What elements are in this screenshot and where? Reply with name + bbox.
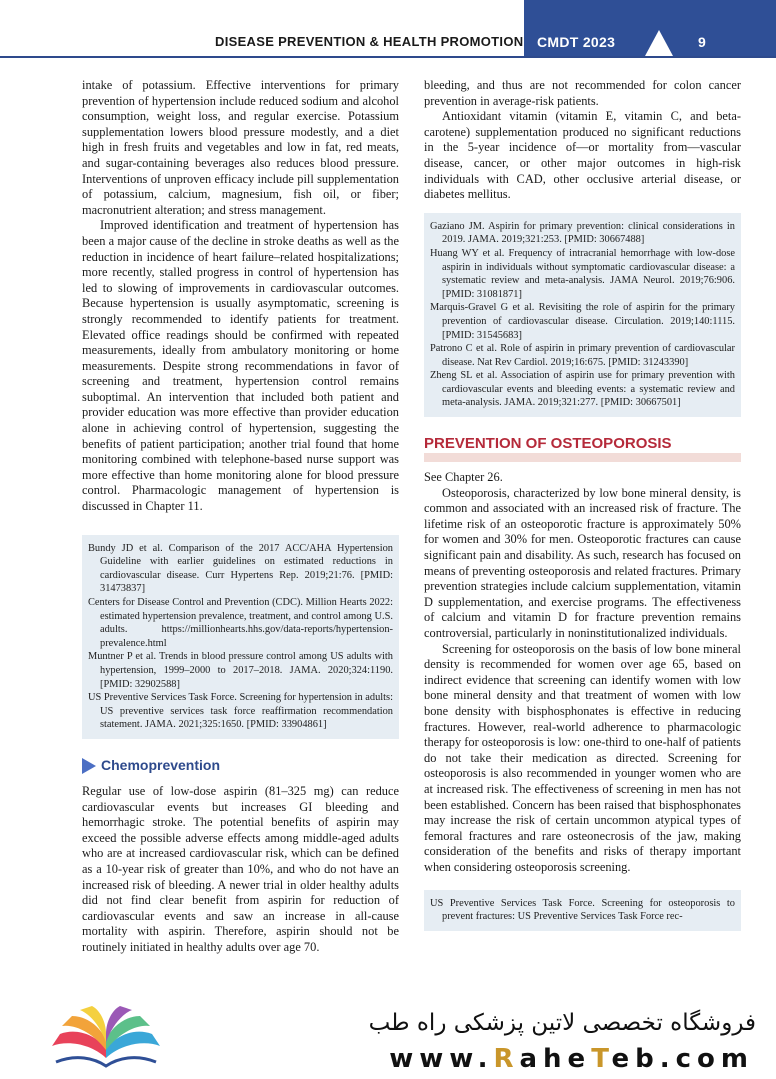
url-part: www. bbox=[389, 1044, 494, 1074]
references-box bbox=[424, 213, 741, 417]
reference: US Preventive Services Task Force. Screening for osteoporosis to prevent fractures: US Preventive Services Task Force rec- bbox=[430, 897, 735, 923]
paragraph: intake of potassium. Effective interventions for primary prevention of hypertension include reduced sodium and alcohol consumption, weight loss, and regular exercise. Potassium supplementation lowers blood pressure modestly, and a diet high in fresh fruits and vegetables and low in fat, red meats, and sugar-containing beverages also reduces blood pressure. Interventions of unproven efficacy include pill supplementation of potassium, calcium, magnesium, fish oil, or fiber; macronutrient alteration; and stress management. bbox=[82, 78, 399, 217]
reference: Muntner P et al. Trends in blood pressure control among US adults with hypertension, 1999–2000 to 2017–2018. JAMA. 2020;324:1190. [PMID: 32902588] bbox=[88, 651, 393, 690]
see-chapter: See Chapter 26. bbox=[424, 470, 503, 485]
open-book-logo-icon bbox=[46, 1004, 166, 1070]
paragraph: Improved identification and treatment of hypertension has been a major cause of the decline in stroke deaths as well as the reduction in incidence of heart failure–related hospitalizations; more recently, stalled progress in control of hypertension has led to slowing of improvements in cardiovascular outcomes. Because hypertension is usually asymptomatic, screening is strongly recommended to identify patients for treatment. Elevated office readings should be confirmed with repeated measurements, ideally from ambulatory monitoring or home measurements. Despite strong recommendations in favor of screening and treatment, hypertension control remains suboptimal. An intervention that included both patient and provider education was more effective than provider education alone in achieving control of hypertension, suggesting the benefits of patient participation; another trial found that home monitoring combined with telephone-based nurse support was more effective than home monitoring alone for blood pressure control. Pharmacologic management of hypertension is discussed in Chapter 11. bbox=[82, 218, 399, 514]
paragraph: Osteoporosis, characterized by low bone mineral density, is common and associated with an increased risk of fracture. The lifetime risk of an osteoporotic fracture is approximately 50% for women and 30% for men. Osteoporotic fractures can cause significant pain and disability. As such, research has focused on means of preventing osteoporosis and related fractures. Primary prevention strategies include calcium supplementation, vitamin D supplementation, and exercise programs. The effectiveness of calcium and vitamin D for fracture prevention remains controversial, particularly in noninstitutionalized individuals. bbox=[424, 485, 741, 640]
running-section-title: DISEASE PREVENTION & HEALTH PROMOTION bbox=[215, 34, 524, 49]
reference: Zheng SL et al. Association of aspirin use for primary prevention with cardiovascular events and bleeding events: a systematic review and meta-analysis. JAMA. 2019;321:277. [PMID: 30667501] bbox=[430, 370, 735, 409]
store-name-persian: فروشگاه تخصصی لاتین پزشکی راه طب bbox=[368, 1010, 756, 1036]
header-rule bbox=[0, 56, 776, 58]
reference: US Preventive Services Task Force. Screening for hypertension in adults: US preventive services task force reaffirmation recommendation statement. JAMA. 2021;325:1650. [PMID: 33904861] bbox=[88, 692, 393, 731]
paragraph: Screening for osteoporosis on the basis of low bone mineral density is recommended for women over age 65, based on indirect evidence that screening can identify women with low bone mineral density and that treatment of women with low bone density with bisphosphonates is effective in reducing fractures. However, real-world adherence to pharmacologic therapy for osteoporosis is low: one-third to one-half of patients do not take their medication as directed. Screening for osteoporosis is also recommended in younger women who are at increased risk. The effectiveness of screening in men has not been established. Concern has been raised that bisphosphonates may increase the risk of certain uncommon atypical types of femoral fractures and rare osteonecrosis of the jaw, making consideration of the benefits and risks of therapy important when considering osteoporosis screening. bbox=[424, 641, 741, 874]
url-part: eb bbox=[611, 1044, 660, 1074]
references-box bbox=[424, 890, 741, 931]
reference: Centers for Disease Control and Prevention (CDC). Million Hearts 2022: estimated hypertension prevalence, treatment, and control among U.S. adults. https://millionhearts.hhs.gov/data-reports/hypertension-prevalence.html bbox=[88, 597, 393, 649]
reference: Gaziano JM. Aspirin for primary prevention: clinical considerations in 2019. JAMA. 2019;321:253. [PMID: 30667488] bbox=[430, 220, 735, 246]
store-url bbox=[389, 1044, 754, 1074]
url-part: .com bbox=[659, 1044, 754, 1074]
triangle-bullet-icon bbox=[82, 758, 96, 774]
subheading-row bbox=[82, 757, 399, 775]
section-heading-osteoporosis: PREVENTION OF OSTEOPOROSIS bbox=[424, 433, 741, 462]
references-box bbox=[82, 535, 399, 739]
reference: Patrono C et al. Role of aspirin in primary prevention of cardiovascular disease. Nat Rev Cardiol. 2019;16:675. [PMID: 31243390] bbox=[430, 343, 735, 368]
reference: Bundy JD et al. Comparison of the 2017 ACC/AHA Hypertension Guideline with earlier guidelines on estimated reductions in cardiovascular disease. Curr Hypertens Rep. 2019;21:76. [PMID: 31473837] bbox=[88, 542, 393, 595]
url-part: T bbox=[591, 1044, 612, 1074]
right-column bbox=[424, 78, 741, 931]
page-header bbox=[0, 0, 776, 58]
tab-notch bbox=[645, 30, 673, 56]
paragraph: Antioxidant vitamin (vitamin E, vitamin C, and beta-carotene) supplementation produced no significant reductions in the 5-year incidence of—or mortality from—vascular disease, cancer, or other major outcomes in high-risk individuals with CAD, other occlusive arterial disease, or diabetes mellitus. bbox=[424, 109, 741, 202]
paragraph: Regular use of low-dose aspirin (81–325 mg) can reduce cardiovascular events but increases GI bleeding and hemorrhagic stroke. The potential benefits of aspirin may exceed the possible adverse effects among middle-aged adults who are at increased cardiovascular risk, which can be defined as a 10-year risk of greater than 10%, and who do not have an increased risk of bleeding. A newer trial in older healthy adults did not find clear benefit from aspirin for reduction of cardiovascular events and saw an increase in all-cause mortality with aspirin. Therefore, aspirin should not be routinely initiated in healthy adults over age 70. bbox=[82, 783, 399, 954]
url-part: R bbox=[493, 1044, 520, 1074]
left-column bbox=[82, 78, 399, 955]
paragraph: bleeding, and thus are not recommended for colon cancer prevention in average-risk patients. bbox=[424, 78, 741, 108]
reference: Marquis-Gravel G et al. Revisiting the role of aspirin for the primary prevention of cardiovascular disease. Circulation. 2019;140:1115. [PMID: 31545683] bbox=[430, 302, 735, 341]
url-part: ahe bbox=[519, 1044, 592, 1074]
reference: Huang WY et al. Frequency of intracranial hemorrhage with low-dose aspirin in individuals without symptomatic cardiovascular disease: a systematic review and meta-analysis. JAMA Neurol. 2019;76:906. [PMID: 31081871] bbox=[430, 247, 735, 300]
page-number: 9 bbox=[698, 34, 706, 50]
subheading-chemoprevention: Chemoprevention bbox=[101, 756, 221, 773]
book-title: CMDT 2023 bbox=[537, 34, 616, 50]
